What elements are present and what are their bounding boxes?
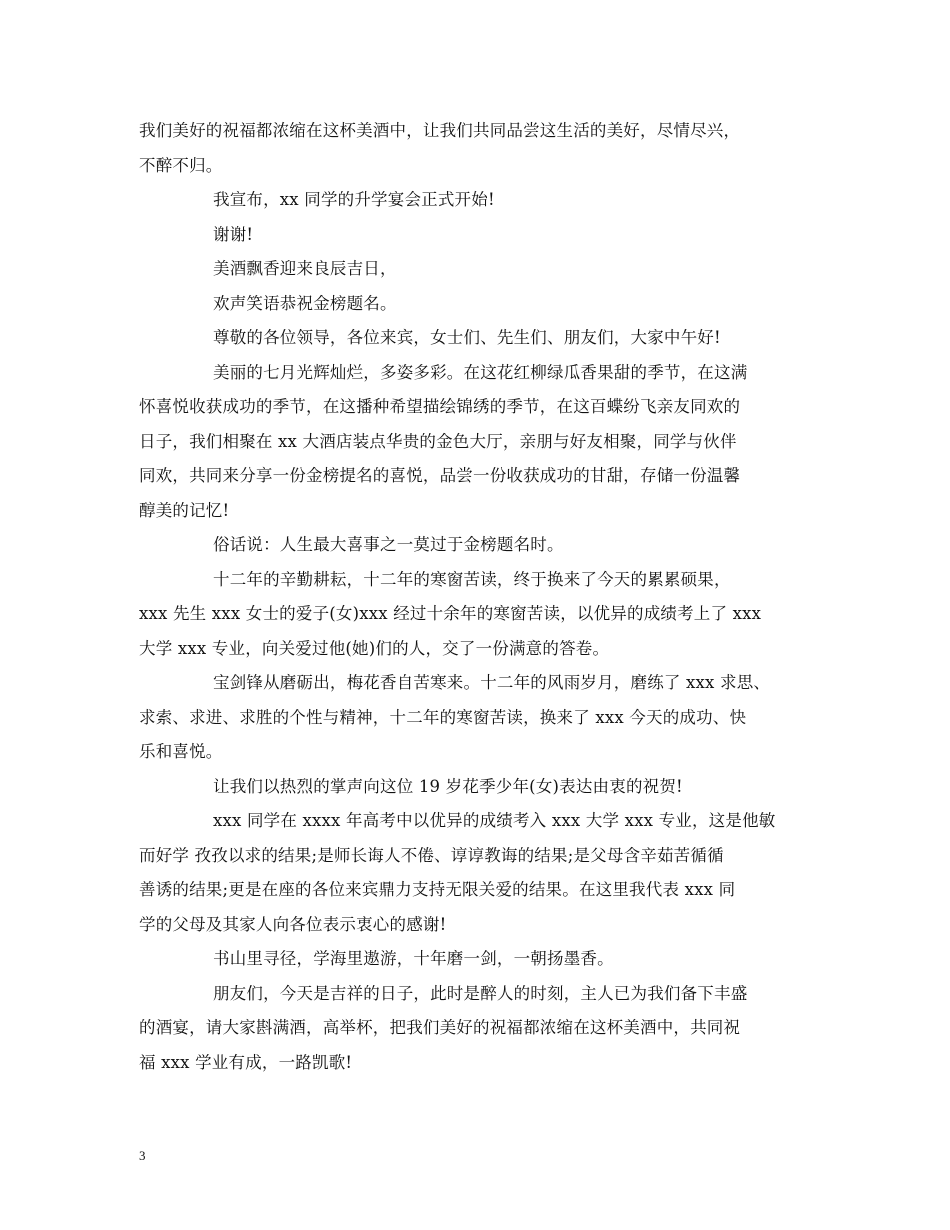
text-line: 我宣布，xx 同学的升学宴会正式开始! bbox=[213, 190, 495, 209]
text-line: 美酒飘香迎来良辰吉日， bbox=[213, 259, 397, 278]
text-line: 欢声笑语恭祝金榜题名。 bbox=[213, 293, 397, 313]
document-body bbox=[139, 114, 817, 1080]
text-line: 而好学 孜孜以求的结果;是师长诲人不倦、谆谆教诲的结果;是父母含辛茹苦循循 bbox=[139, 845, 724, 865]
text-line: 我们美好的祝福都浓缩在这杯美酒中，让我们共同品尝这生活的美好，尽情尽兴， bbox=[139, 121, 741, 140]
text-line: 尊敬的各位领导，各位来宾，女士们、先生们、朋友们，大家中午好! bbox=[213, 328, 721, 347]
text-line: 学的父母及其家人向各位表示衷心的感谢! bbox=[139, 914, 447, 934]
text-line: 俗话说：人生最大喜事之一莫过于金榜题名时。 bbox=[213, 535, 564, 554]
text-line: 醇美的记忆! bbox=[139, 500, 230, 520]
text-line: 谢谢! bbox=[213, 224, 254, 244]
text-line: 求索、求进、求胜的个性与精神，十二年的寒窗苦读，换来了 xxx 今天的成功、快 bbox=[139, 707, 747, 727]
text-line: 同欢，共同来分享一份金榜提名的喜悦，品尝一份收获成功的甘甜，存储一份温馨 bbox=[139, 466, 741, 485]
text-line: 不醉不归。 bbox=[139, 155, 223, 175]
text-line: 让我们以热烈的掌声向这位 19 岁花季少年(女)表达由衷的祝贺! bbox=[213, 776, 683, 796]
text-line: 怀喜悦收获成功的季节，在这播种希望描绘锦绣的季节，在这百蝶纷飞亲友同欢的 bbox=[139, 397, 741, 416]
text-line: xxx 同学在 xxxx 年高考中以优异的成绩考入 xxx 大学 xxx 专业，这是他敏 bbox=[213, 811, 776, 830]
text-line: 乐和喜悦。 bbox=[139, 742, 223, 761]
text-line: 宝剑锋从磨砺出，梅花香自苦寒来。十二年的风雨岁月，磨练了 xxx 求思、 bbox=[213, 673, 771, 692]
text-line: 朋友们，今天是吉祥的日子，此时是醉人的时刻，主人已为我们备下丰盛 bbox=[213, 983, 748, 1003]
text-line: 日子，我们相聚在 xx 大酒店装点华贵的金色大厅，亲朋与好友相聚，同学与伙伴 bbox=[139, 431, 737, 451]
page-number: 3 bbox=[139, 1148, 146, 1163]
text-line: xxx 先生 xxx 女士的爱子(女)xxx 经过十余年的寒窗苦读，以优异的成绩考上了 xxx bbox=[139, 604, 762, 623]
text-line: 善诱的结果;更是在座的各位来宾鼎力支持无限关爱的结果。在这里我代表 xxx 同 bbox=[139, 880, 736, 899]
text-line: 的酒宴，请大家斟满酒，高举杯，把我们美好的祝福都浓缩在这杯美酒中，共同祝 bbox=[139, 1018, 741, 1037]
text-line: 大学 xxx 专业，向关爱过他(她)们的人，交了一份满意的答卷。 bbox=[139, 638, 610, 658]
text-line: 美丽的七月光辉灿烂，多姿多彩。在这花红柳绿瓜香果甜的季节，在这满 bbox=[213, 362, 748, 382]
text-line: 书山里寻径，学海里遨游，十年磨一剑，一朝扬墨香。 bbox=[213, 949, 614, 968]
text-line: 十二年的辛勤耕耘，十二年的寒窗苦读，终于换来了今天的累累硕果， bbox=[213, 569, 731, 589]
text-line: 福 xxx 学业有成，一路凯歌! bbox=[139, 1052, 353, 1072]
